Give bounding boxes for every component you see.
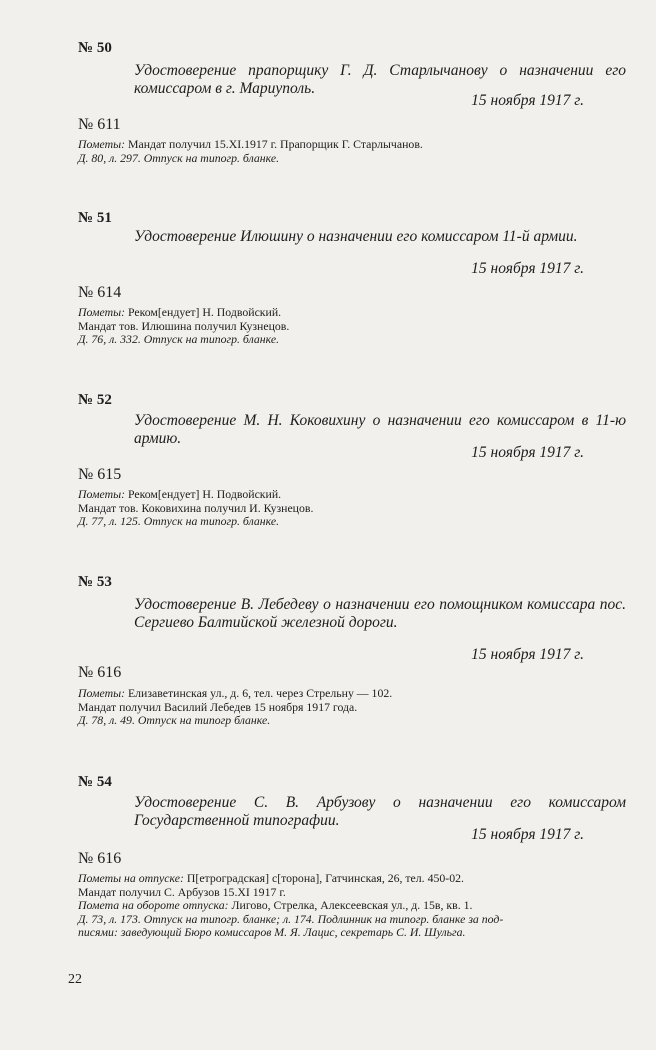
entry-title: Удостоверение С. В. Арбузову о назначении его комиссаром Государственной типографии. — [134, 794, 626, 829]
entry-number: № 53 — [78, 574, 112, 590]
note-text: Лигово, Стрелка, Алексеевская ул., д. 15в, кв. 1. — [228, 898, 473, 912]
entry-date: 15 ноября 1917 г. — [471, 92, 584, 109]
note-text: Мандат получил 15.XI.1917 г. Прапорщик Г. Старлычанов. — [125, 137, 423, 151]
entry-number: № 51 — [78, 210, 112, 226]
note-line: Д. 77, л. 125. Отпуск на типогр. бланке. — [78, 514, 280, 528]
note-line: Мандат тов. Илюшина получил Кузнецов. — [78, 318, 290, 333]
entry-notes — [78, 687, 626, 728]
note-line: Мандат получил Василий Лебедев 15 ноября 1917 года. — [78, 699, 358, 714]
document-number: № 616 — [78, 850, 122, 867]
entry-notes — [78, 488, 626, 529]
entry-date: 15 ноября 1917 г. — [471, 260, 584, 277]
entry-number: № 54 — [78, 774, 112, 790]
note-text: П[етроградская] с[торона], Гатчинская, 26, тел. 450-02. — [183, 871, 464, 885]
entry-notes — [78, 306, 626, 347]
entry-title: Удостоверение М. Н. Коковихину о назначении его комиссаром в 11-ю армию. — [134, 412, 626, 447]
note-line: Мандат получил С. Арбузов 15.XI 1917 г. — [78, 884, 286, 899]
note-line: Д. 78, л. 49. Отпуск на типогр бланке. — [78, 713, 271, 727]
note-line: Д. 76, л. 332. Отпуск на типогр. бланке. — [78, 332, 280, 346]
note-line: писями: заведующий Бюро комиссаров М. Я. Лацис, секретарь С. И. Шульга. — [78, 925, 466, 939]
note-line: Мандат тов. Коковихина получил И. Кузнецов. — [78, 500, 314, 515]
page-number: 22 — [68, 972, 82, 987]
entry-notes — [78, 138, 626, 165]
entry-notes — [78, 872, 626, 940]
document-number: № 615 — [78, 466, 122, 483]
note-line — [78, 899, 626, 913]
note-line — [78, 306, 626, 320]
entry-date: 15 ноября 1917 г. — [471, 444, 584, 461]
note-text: Реком[ендует] Н. Подвойский. — [125, 305, 282, 319]
note-line — [78, 138, 626, 152]
entry-number: № 52 — [78, 392, 112, 408]
note-text: Реком[ендует] Н. Подвойский. — [125, 487, 282, 501]
entry-date: 15 ноября 1917 г. — [471, 646, 584, 663]
note-line — [78, 488, 626, 502]
note-label: Пометы: — [78, 487, 126, 501]
document-number: № 614 — [78, 284, 122, 301]
document-number: № 616 — [78, 664, 122, 681]
note-line — [78, 687, 626, 701]
entry-title: Удостоверение В. Лебедеву о назначении его помощником комиссара пос. Сергиево Балтийской железной дороги. — [134, 596, 626, 631]
document-number: № 611 — [78, 116, 121, 133]
entry-title: Удостоверение прапорщику Г. Д. Старлычанову о назначении его комиссаром в г. Мариуполь. — [134, 62, 626, 97]
note-line: Д. 73, л. 173. Отпуск на типогр. бланке; л. 174. Подлинник на типогр. бланке за под- — [78, 911, 504, 926]
note-label: Пометы на отпуске: — [78, 871, 184, 885]
entry-number: № 50 — [78, 40, 112, 56]
entry-title: Удостоверение Илюшину о назначении его комиссаром 11-й армии. — [134, 228, 578, 245]
entry-date: 15 ноября 1917 г. — [471, 826, 584, 843]
note-label: Помета на обороте отпуска: — [78, 898, 229, 912]
note-line — [78, 872, 626, 886]
note-line: Д. 80, л. 297. Отпуск на типогр. бланке. — [78, 150, 280, 165]
note-text: Елизаветинская ул., д. 6, тел. через Стрельну — 102. — [125, 686, 393, 700]
note-label: Пометы: — [78, 305, 126, 319]
note-label: Пометы: — [78, 137, 126, 151]
note-label: Пометы: — [78, 686, 126, 700]
